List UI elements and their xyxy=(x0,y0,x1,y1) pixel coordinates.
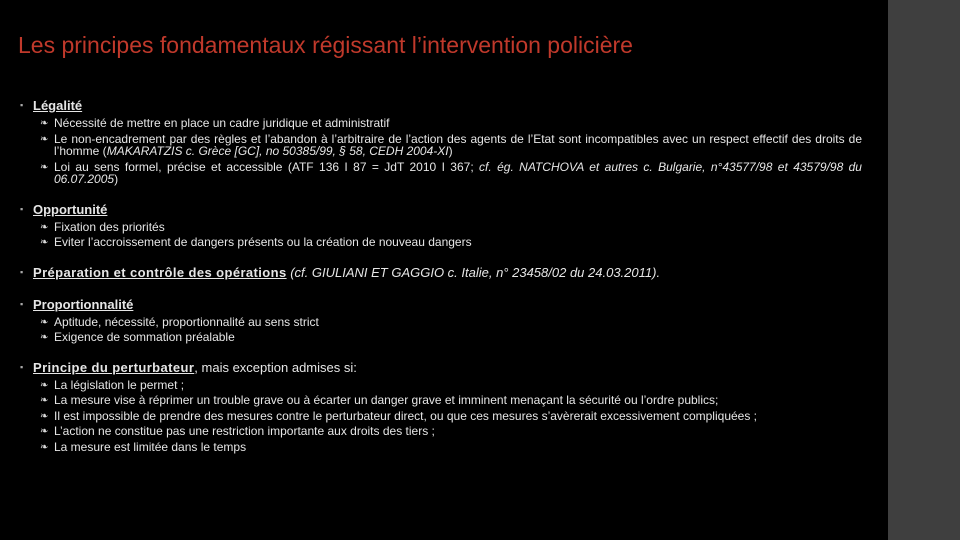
list-item: ❧ Aptitude, nécessité, proportionnalité au sens strict xyxy=(40,314,319,329)
list-item: ❧ Fixation des priorités xyxy=(40,219,165,234)
slide-body xyxy=(20,97,862,453)
ornament-bullet-icon: ❧ xyxy=(40,379,49,391)
list-item: ❧ Exigence de sommation préalable xyxy=(40,330,235,344)
list-item: ❧ L’action ne constitue pas une restriction importante aux droits des tiers ; xyxy=(40,424,435,438)
list-item: ❧ La mesure est limitée dans le temps xyxy=(40,439,247,454)
ornament-bullet-icon: ❧ xyxy=(40,133,49,145)
heading-text: Opportunité xyxy=(33,201,108,217)
section-heading-proportionnalite xyxy=(20,296,862,313)
heading-tail: , mais exception admises si: xyxy=(194,359,357,375)
section-heading-perturbateur xyxy=(20,359,862,376)
section-heading-opportunite xyxy=(20,201,862,218)
slide-title: Les principes fondamentaux régissant l’intervention policière xyxy=(18,32,633,58)
list-item: ❧ Nécessité de mettre en place un cadre juridique et administratif xyxy=(40,116,390,130)
ornament-bullet-icon: ❧ xyxy=(40,441,49,453)
ornament-bullet-icon: ❧ xyxy=(40,426,49,437)
bullet-icon: ▪ xyxy=(20,203,24,214)
list-item: ❧ La mesure vise à réprimer un trouble grave ou à écarter un danger grave et imminent menaçant la sécurité ou l’ordre publics; xyxy=(40,393,719,407)
list-item: ❧ Le non-encadrement par des règles et l’abandon à l’arbitraire de l’action des agents de l’Etat sont incompatibles avec un respect effectif des droits de l’homme (MAKARATZIS c. Grèce [GC], no 50385/99, § 58, CEDH 2004-XI) xyxy=(40,131,862,158)
bullet-icon: ▪ xyxy=(20,266,24,277)
section-heading-legalite xyxy=(20,97,862,114)
side-panel xyxy=(888,0,960,540)
ornament-bullet-icon: ❧ xyxy=(40,410,49,422)
list-item: ❧ La législation le permet ; xyxy=(40,377,185,392)
ornament-bullet-icon: ❧ xyxy=(40,221,49,233)
ornament-bullet-icon: ❧ xyxy=(40,332,49,343)
heading-text: Préparation et contrôle des opérations xyxy=(33,264,287,280)
ornament-bullet-icon: ❧ xyxy=(40,316,49,328)
ornament-bullet-icon: ❧ xyxy=(40,395,49,406)
list-item: ❧ Eviter l’accroissement de dangers présents ou la création de nouveau dangers xyxy=(40,235,472,249)
list-item: ❧ Il est impossible de prendre des mesures contre le perturbateur direct, ou que ces mesures s’avèrerait excessivement compliquées ; xyxy=(40,408,758,423)
ornament-bullet-icon: ❧ xyxy=(40,161,49,173)
list-item: ❧ Loi au sens formel, précise et accessible (ATF 136 I 87 = JdT 2010 I 367; cf. ég. NATCHOVA et autres c. Bulgarie, n°43577/98 et 43579/98 du 06.07.2005) xyxy=(40,159,862,186)
ornament-bullet-icon: ❧ xyxy=(40,237,49,248)
bullet-icon: ▪ xyxy=(20,361,24,372)
heading-text: Principe du perturbateur xyxy=(33,359,195,375)
bullet-icon: ▪ xyxy=(20,100,24,110)
heading-reference: (cf. GIULIANI ET GAGGIO c. Italie, n° 23458/02 du 24.03.2011). xyxy=(286,264,661,280)
ornament-bullet-icon: ❧ xyxy=(40,118,49,129)
heading-text: Légalité xyxy=(33,98,83,113)
heading-text: Proportionnalité xyxy=(33,296,134,312)
bullet-icon: ▪ xyxy=(20,298,24,309)
section-heading-preparation xyxy=(20,264,862,281)
